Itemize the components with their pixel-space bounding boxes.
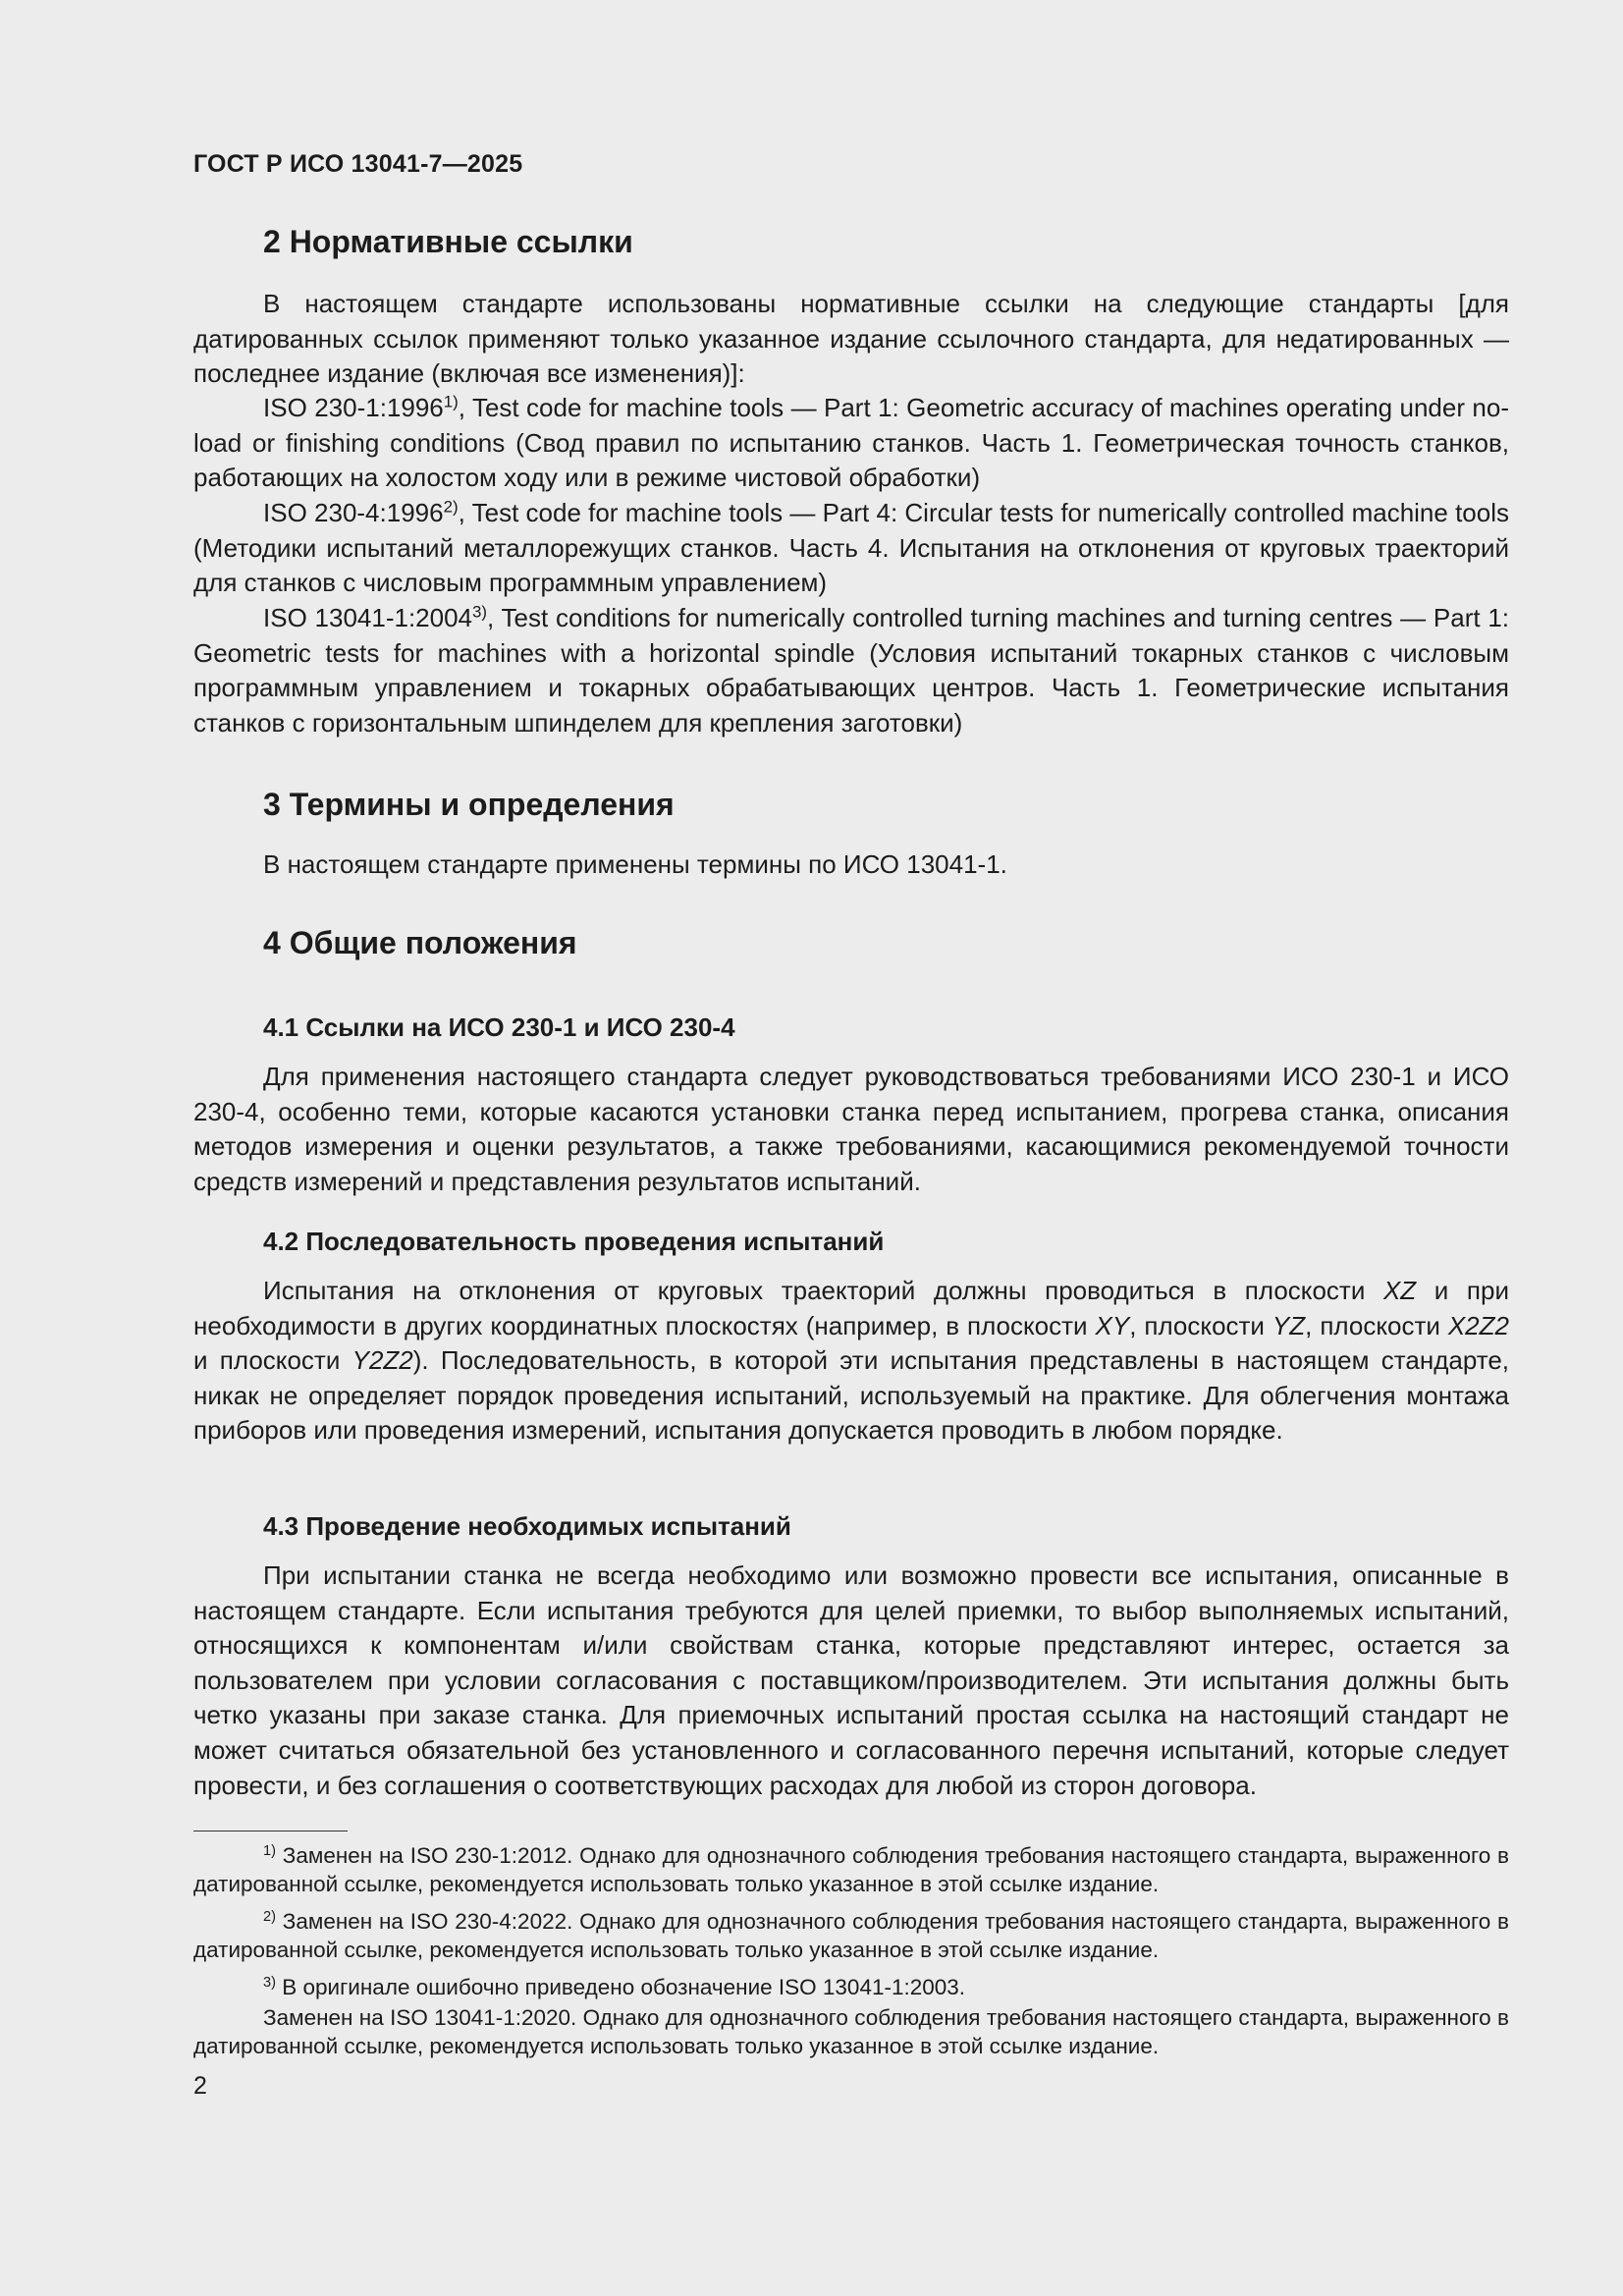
text-run: , плоскости [1305, 1310, 1448, 1340]
footnote-mark: 1) [443, 392, 459, 411]
section-4-3-text: При испытании станка не всегда необходимо или возможно провести все испытания, описанные в настоящем стандарте. Если испытания требуются для целей приемки, то выбор выполняемых испытаний, относящихся к компонентам и/или свойствам станка, которые представляют интерес, остается за пользователем при условии согласования с поставщиком/производителем. Эти испытания должны быть четко указаны при заказе станка. Для приемочных испытаний простая ссылка на настоящий стандарт не может считаться обязательной без установленного и согласованного перечня испытаний, которые следует провести, и без соглашения о соответствующих расходах для любой из сторон договора. [193, 1560, 1509, 1800]
section-4-2-title: 4.2 Последовательность проведения испытаний [263, 1227, 885, 1256]
reference-iso-13041-1 [193, 601, 1509, 740]
footnote-text: Заменен на ISO 230-4:2022. Однако для однозначного соблюдения требования настоящего стандарта, выраженного в датированной ссылке, рекомендуется использовать только указанное в этой ссылке издание. [193, 1909, 1509, 1962]
section-4-3-title: 4.3 Проведение необходимых испытаний [263, 1511, 791, 1541]
text-run: ). Последовательность, в которой эти испытания представлены в настоящем стандарте, никак не определяет порядок проведения испытаний, используемый на практике. Для облегчения монтажа приборов или проведения измерений, испытания допускается проводить в любом порядке. [193, 1345, 1510, 1446]
section-4-1-title: 4.1 Ссылки на ИСО 230-1 и ИСО 230-4 [263, 1012, 735, 1042]
plane-x2z2: X2Z2 [1447, 1310, 1509, 1340]
plane-y2z2: Y2Z2 [352, 1345, 413, 1376]
footnote-1 [193, 1841, 1509, 1898]
text-run: Испытания на отклонения от круговых траекторий должны проводиться в плоскости [263, 1276, 1383, 1305]
footnote-mark: 1) [263, 1842, 276, 1859]
section-3-text: В настоящем стандарте применены термины по ИСО 13041-1. [263, 849, 1007, 879]
reference-code: ISO 230-1:1996 [263, 393, 444, 422]
footnote-mark: 2) [443, 497, 459, 517]
section-4-1-text: Для применения настоящего стандарта следует руководствоваться требованиями ИСО 230-1 и ИСО 230-4, особенно теми, которые касаются установки станка перед испытанием, прогрева станка, описания методов измерения и оценки результатов, а также требованиями, касающимися рекомендуемой точности средств измерений и представления результатов испытаний. [193, 1062, 1509, 1196]
plane-xy: XY [1095, 1310, 1130, 1340]
footnote-mark: 2) [263, 1908, 276, 1925]
reference-code: ISO 230-4:1996 [263, 498, 444, 527]
reference-text: , Test code for machine tools — Part 4: Circular tests for numerically controlled machine tools (Методики испытаний металлорежущих станков. Часть 4. Испытания на отклонения от круговых траекторий для станков с числовым программным управлением) [193, 498, 1510, 598]
reference-text: , Test code for machine tools — Part 1: Geometric accuracy of machines operating under no-load or finishing conditions (Свод правил по испытанию станков. Часть 1. Геометрическая точность станков, работающих на холостом ходу или в режиме чистовой обработки) [193, 393, 1509, 493]
section-4-title: 4 Общие положения [263, 925, 577, 960]
footnote-mark: 3) [472, 602, 488, 622]
text-run: и плоскости [193, 1345, 352, 1376]
section-4-2-text [193, 1274, 1509, 1449]
plane-yz: YZ [1271, 1310, 1306, 1340]
footnote-2 [193, 1907, 1509, 1964]
reference-iso-230-4 [193, 496, 1509, 601]
plane-xz: XZ [1382, 1276, 1417, 1305]
document-header: ГОСТ Р ИСО 13041-7—2025 [193, 150, 523, 178]
footnote-mark: 3) [263, 1974, 276, 1991]
section-3-title: 3 Термины и определения [263, 787, 675, 822]
reference-code: ISO 13041-1:2004 [263, 603, 473, 632]
section-2-intro: В настоящем стандарте использованы нормативные ссылки на следующие стандарты [для датированных ссылок применяют только указанное издание ссылочного стандарта, для недатированных — последнее издание (включая все изменения)]: [193, 289, 1509, 389]
footnote-3-continuation: Заменен на ISO 13041-1:2020. Однако для однозначного соблюдения требования настоящего стандарта, выраженного в датированной ссылке, рекомендуется использовать только указанное в этой ссылке издание. [193, 2005, 1509, 2058]
reference-iso-230-1 [193, 391, 1509, 496]
reference-text: , Test conditions for numerically controlled turning machines and turning centres — Part 1: Geometric tests for machines with a horizontal spindle (Условия испытаний токарных станков с числовым программным управлением и токарных обрабатывающих центров. Часть 1. Геометрические испытания станков с горизонтальным шпинделем для крепления заготовки) [193, 603, 1509, 738]
footnote-3 [193, 1973, 1509, 2001]
footnote-text: Заменен на ISO 230-1:2012. Однако для однозначного соблюдения требования настоящего стандарта, выраженного в датированной ссылке, рекомендуется использовать только указанное в этой ссылке издание. [193, 1843, 1509, 1896]
text-run: и при необходимости в других координатных плоскостях (например, в плоскости [193, 1276, 1509, 1340]
section-2-title: 2 Нормативные ссылки [263, 224, 633, 259]
text-run: , плоскости [1129, 1310, 1272, 1340]
footnote-text: В оригинале ошибочно приведено обозначение ISO 13041-1:2003. [276, 1975, 966, 1999]
page-number: 2 [193, 2072, 207, 2100]
